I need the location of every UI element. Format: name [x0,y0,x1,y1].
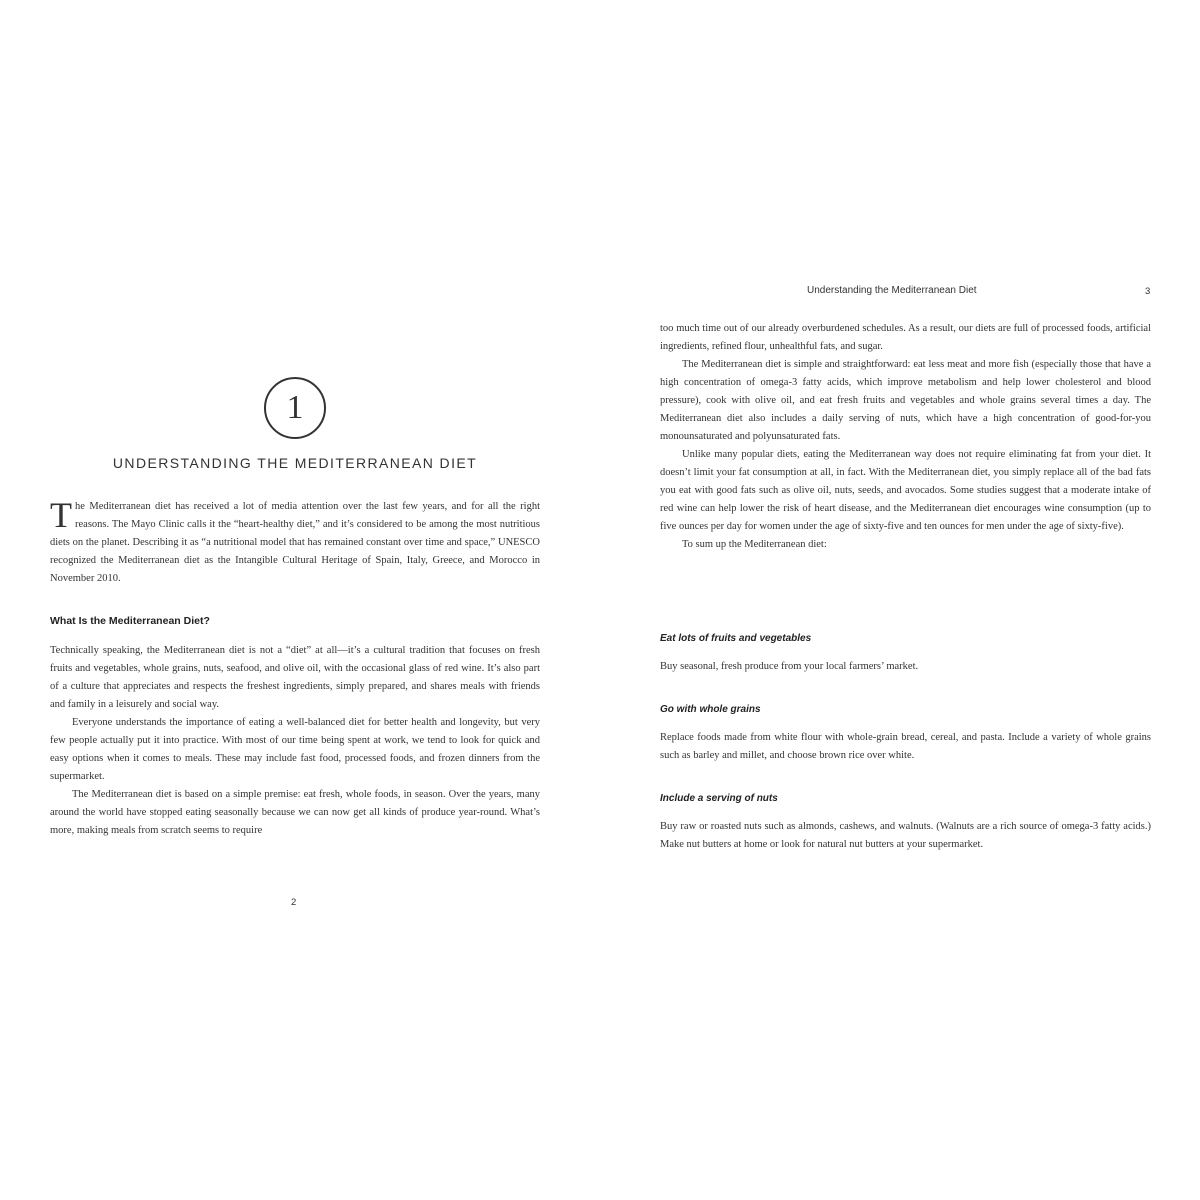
tip-text-grains: Replace foods made from white flour with whole-grain bread, cereal, and pasta. Include a variety of whole grains such as barley and millet, and choose brown rice over white. [660,732,1151,761]
tip-text-nuts: Buy raw or roasted nuts such as almonds, cashews, and walnuts. (Walnuts are a rich source of omega-3 fatty acids.) Make nut butters at home or look for natural nut butters at your supermarket. [660,821,1151,850]
tip-heading-grains: Go with whole grains [660,704,761,715]
section-body [50,642,540,840]
paragraph: Unlike many popular diets, eating the Mediterranean way does not require eliminating fat from your diet. It doesn’t limit your fat consumption at all, in fact. With the Mediterranean diet, you simply replace all of the bad fats you eat with good fats such as olive oil, nuts, seeds, and avocados. Some studies suggest that a moderate intake of red wine can help lower the risk of heart disease, and the Mediterranean diet encourages wine consumption (up to five ounces per day for women under the age of sixty-five and ten ounces for men under the age of sixty-five). [660,449,1151,532]
chapter-title: UNDERSTANDING THE MEDITERRANEAN DIET [112,455,478,471]
paragraph: Technically speaking, the Mediterranean diet is not a “diet” at all—it’s a cultural tradition that focuses on fresh fruits and vegetables, whole grains, nuts, seafood, and olive oil, with the occasional glass of red wine. It’s also part of a culture that appreciates and respects the freshest ingredients, simply prepared, and shares meals with friends and family in a leisurely and social way. [50,645,540,710]
intro-text: he Mediterranean diet has received a lot of media attention over the last few years, and for all the right reasons. The Mayo Clinic calls it the “heart-healthy diet,” and it’s considered to be among the most nutritious diets on the planet. Describing it as “a nutritional model that has remained constant over time and space,” UNESCO recognized the Mediterranean diet as the Intangible Cultural Heritage of Spain, Italy, Greece, and Morocco in November 2010. [50,501,540,584]
continuation-paragraph: too much time out of our already overburdened schedules. As a result, our diets are full of processed foods, artificial ingredients, refined flour, unhealthful fats, and sugar. [660,323,1151,352]
paragraph: The Mediterranean diet is simple and straightforward: eat less meat and more fish (especially those that have a high concentration of omega-3 fatty acids, which improve metabolism and help lower cholesterol and blood pressure), cook with olive oil, and eat fresh fruits and vegetables and whole grains several times a day. The Mediterranean diet also includes a daily serving of nuts, which have a high concentration of good-for-you monounsaturated and polyunsaturated fats. [660,359,1151,442]
paragraph: To sum up the Mediterranean diet: [682,539,827,550]
paragraph: Everyone understands the importance of eating a well-balanced diet for better health and longevity, but very few people actually put it into practice. With most of our time being spent at work, we tend to look for quick and easy options when it comes to meals. These may include fast food, processed foods, and frozen dinners from the supermarket. [50,717,540,782]
tip-text-fruits: Buy seasonal, fresh produce from your local farmers’ market. [660,661,919,672]
chapter-number-circle [264,377,326,439]
drop-cap: T [50,495,72,535]
tip-heading-fruits: Eat lots of fruits and vegetables [660,633,812,644]
paragraph: The Mediterranean diet is based on a simple premise: eat fresh, whole foods, in season. Over the years, many around the world have stopped eating seasonally because we can now get all kinds of produce year-round. What’s more, making meals from scratch seems to require [50,789,540,836]
page-number-left: 2 [291,897,297,908]
running-head: Understanding the Mediterranean Diet [807,285,977,296]
intro-paragraph [50,495,540,588]
right-body [660,320,1151,554]
tip-heading-nuts: Include a serving of nuts [660,793,778,804]
page-number-right: 3 [1145,286,1151,297]
chapter-number: 1 [286,389,304,426]
section-heading: What Is the Mediterranean Diet? [50,615,210,627]
